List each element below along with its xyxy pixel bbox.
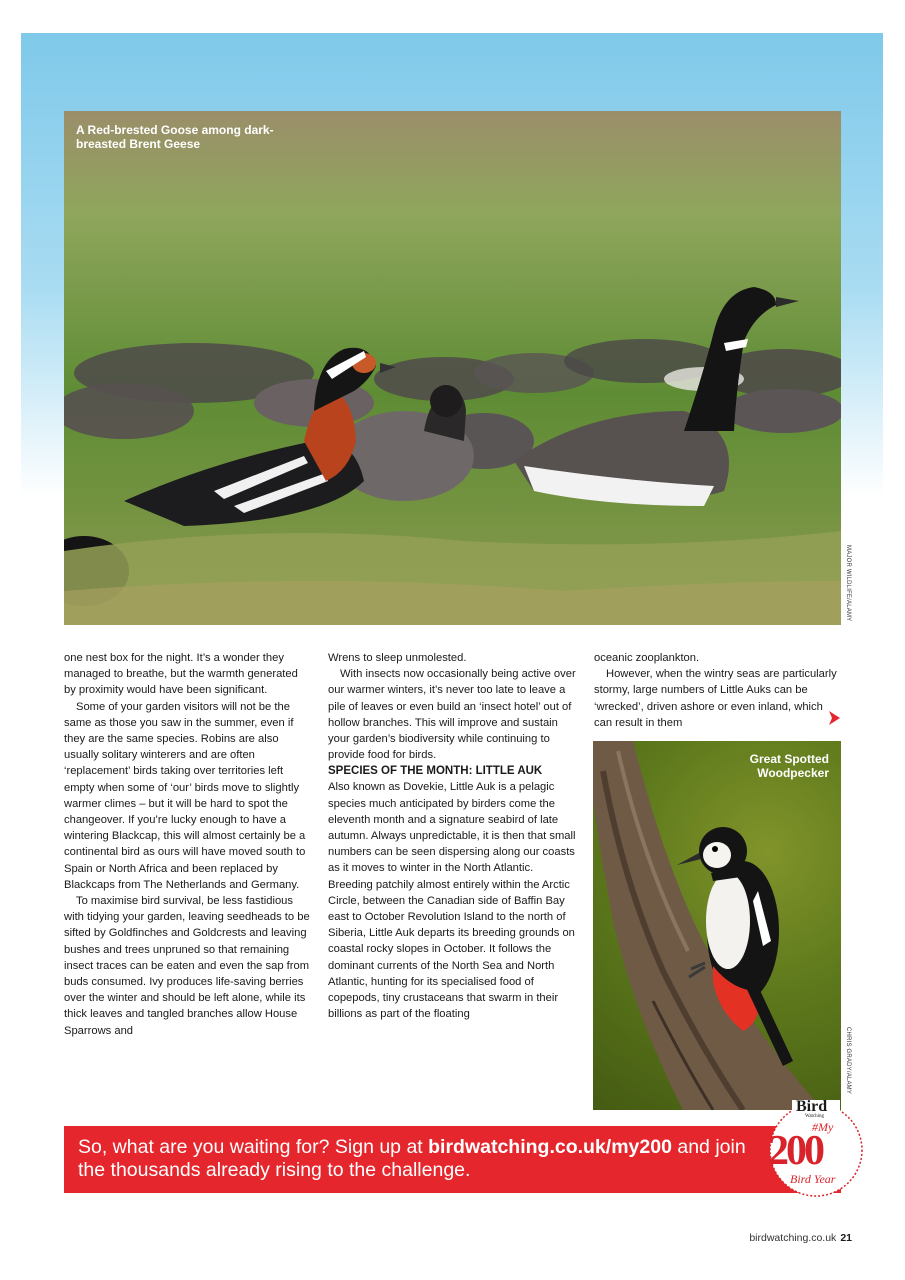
species-of-month-heading: SPECIES OF THE MONTH: LITTLE AUK [328, 765, 543, 778]
logo-hashtag-text: #My [812, 1120, 834, 1134]
article-column-2 [328, 650, 576, 1022]
woodpecker-photo-caption: Great Spotted Woodpecker [749, 752, 829, 780]
banner-text-before: So, what are you waiting for? Sign up at [78, 1136, 429, 1158]
column3-paragraph-2: However, when the wintry seas are particularly stormy, large numbers of Little Auks can be ‘wrecked’, driven ashore or even inland, which can result in them [594, 668, 837, 729]
column3-paragraph-1: oceanic zooplankton. [594, 652, 700, 664]
article-column-3 [594, 650, 841, 731]
signup-banner [64, 1126, 841, 1193]
article-column-1 [64, 650, 312, 1039]
goose-photo [64, 111, 841, 625]
goose-photo-illustration [64, 111, 841, 625]
woodpecker-photo-illustration [593, 741, 841, 1110]
column1-paragraph-3: To maximise bird survival, be less fastidious with tidying your garden, leaving seedheads to be sifted by Goldfinches and Goldcrests and leaving bushes and trees unpruned so that remaining insect traces can be eaten and even the sap from buds consumed. Ivy produces life-saving berries over the winter and should be left alone, while its thick leaves and tangled branches allow House Sparrows and [64, 895, 310, 1037]
banner-text-after: and join the thousands already rising to the challenge. [78, 1136, 746, 1181]
logo-bird-text: Bird [796, 1098, 828, 1115]
banner-url-link[interactable]: birdwatching.co.uk/my200 [428, 1136, 672, 1158]
goose-photo-caption: A Red-brested Goose among dark-breasted Brent Geese [76, 123, 274, 151]
logo-number-text: 200 [768, 1128, 822, 1174]
page-number: 21 [840, 1232, 852, 1244]
logo-year-text: Bird Year [790, 1172, 836, 1186]
woodpecker-photo [593, 741, 841, 1110]
woodpecker-photo-credit [843, 1027, 853, 1107]
my200-bird-year-logo [762, 1098, 870, 1198]
column2-paragraph-3: Also known as Dovekie, Little Auk is a pelagic species much anticipated by birders come the eleventh month and a signature seabird of late autumn. Always unpredictable, it is then that small numbers can be seen dispersing along our coasts as it moves to winter in the North Atlantic. Breeding patchily almost entirely within the Arctic Circle, between the Canadian side of Baffin Bay east to October Revolution Island to the north of Siberia, Little Auk departs its breeding grounds on coastal rocky slopes in October. It follows the dominant currents of the North Sea and North Atlantic, hunting for its specialised food of copepods, tiny crustaceans that swarm in their billions as part of the floating [328, 781, 576, 1021]
column1-paragraph-2: Some of your garden visitors will not be the same as those you saw in the summer, even if they are the same species. Robins are also usually solitary winterers and are often ‘replacement’ birds taking over territories left empty when some of ‘our’ birds move to slightly warmer climes – but it will be hard to spot the changeover. If you’re lucky enough to have a wintering Blackcap, this will almost certainly be a continental bird as ours will have moved south to Spain or North Africa and been replaced by Blackcaps from The Netherlands and Germany. [64, 700, 306, 891]
column2-paragraph-1: Wrens to sleep unmolested. [328, 652, 467, 664]
page-footer [749, 1232, 852, 1244]
footer-site: birdwatching.co.uk [749, 1232, 837, 1244]
column1-paragraph-1: one nest box for the night. It’s a wonder they managed to breathe, but the warmth generated by proximity would have been significant. [64, 652, 298, 697]
woodpecker-photo-credit-text: CHRIS GRADY/ALAMY [845, 1027, 851, 1095]
continue-arrow-icon [828, 711, 840, 725]
goose-photo-credit [843, 545, 853, 625]
goose-photo-credit-text: MAJOR WILDLIFE/ALAMY [845, 545, 851, 622]
signup-banner-text [78, 1136, 758, 1182]
column2-paragraph-2: With insects now occasionally being active over our warmer winters, it’s never too late to leave a pile of leaves or even build an ‘insect hotel’ out of hollow branches. This will improve and sustain your garden’s biodiversity while continuing to provide food for birds. [328, 668, 576, 762]
logo-watching-text: Watching [805, 1114, 825, 1119]
